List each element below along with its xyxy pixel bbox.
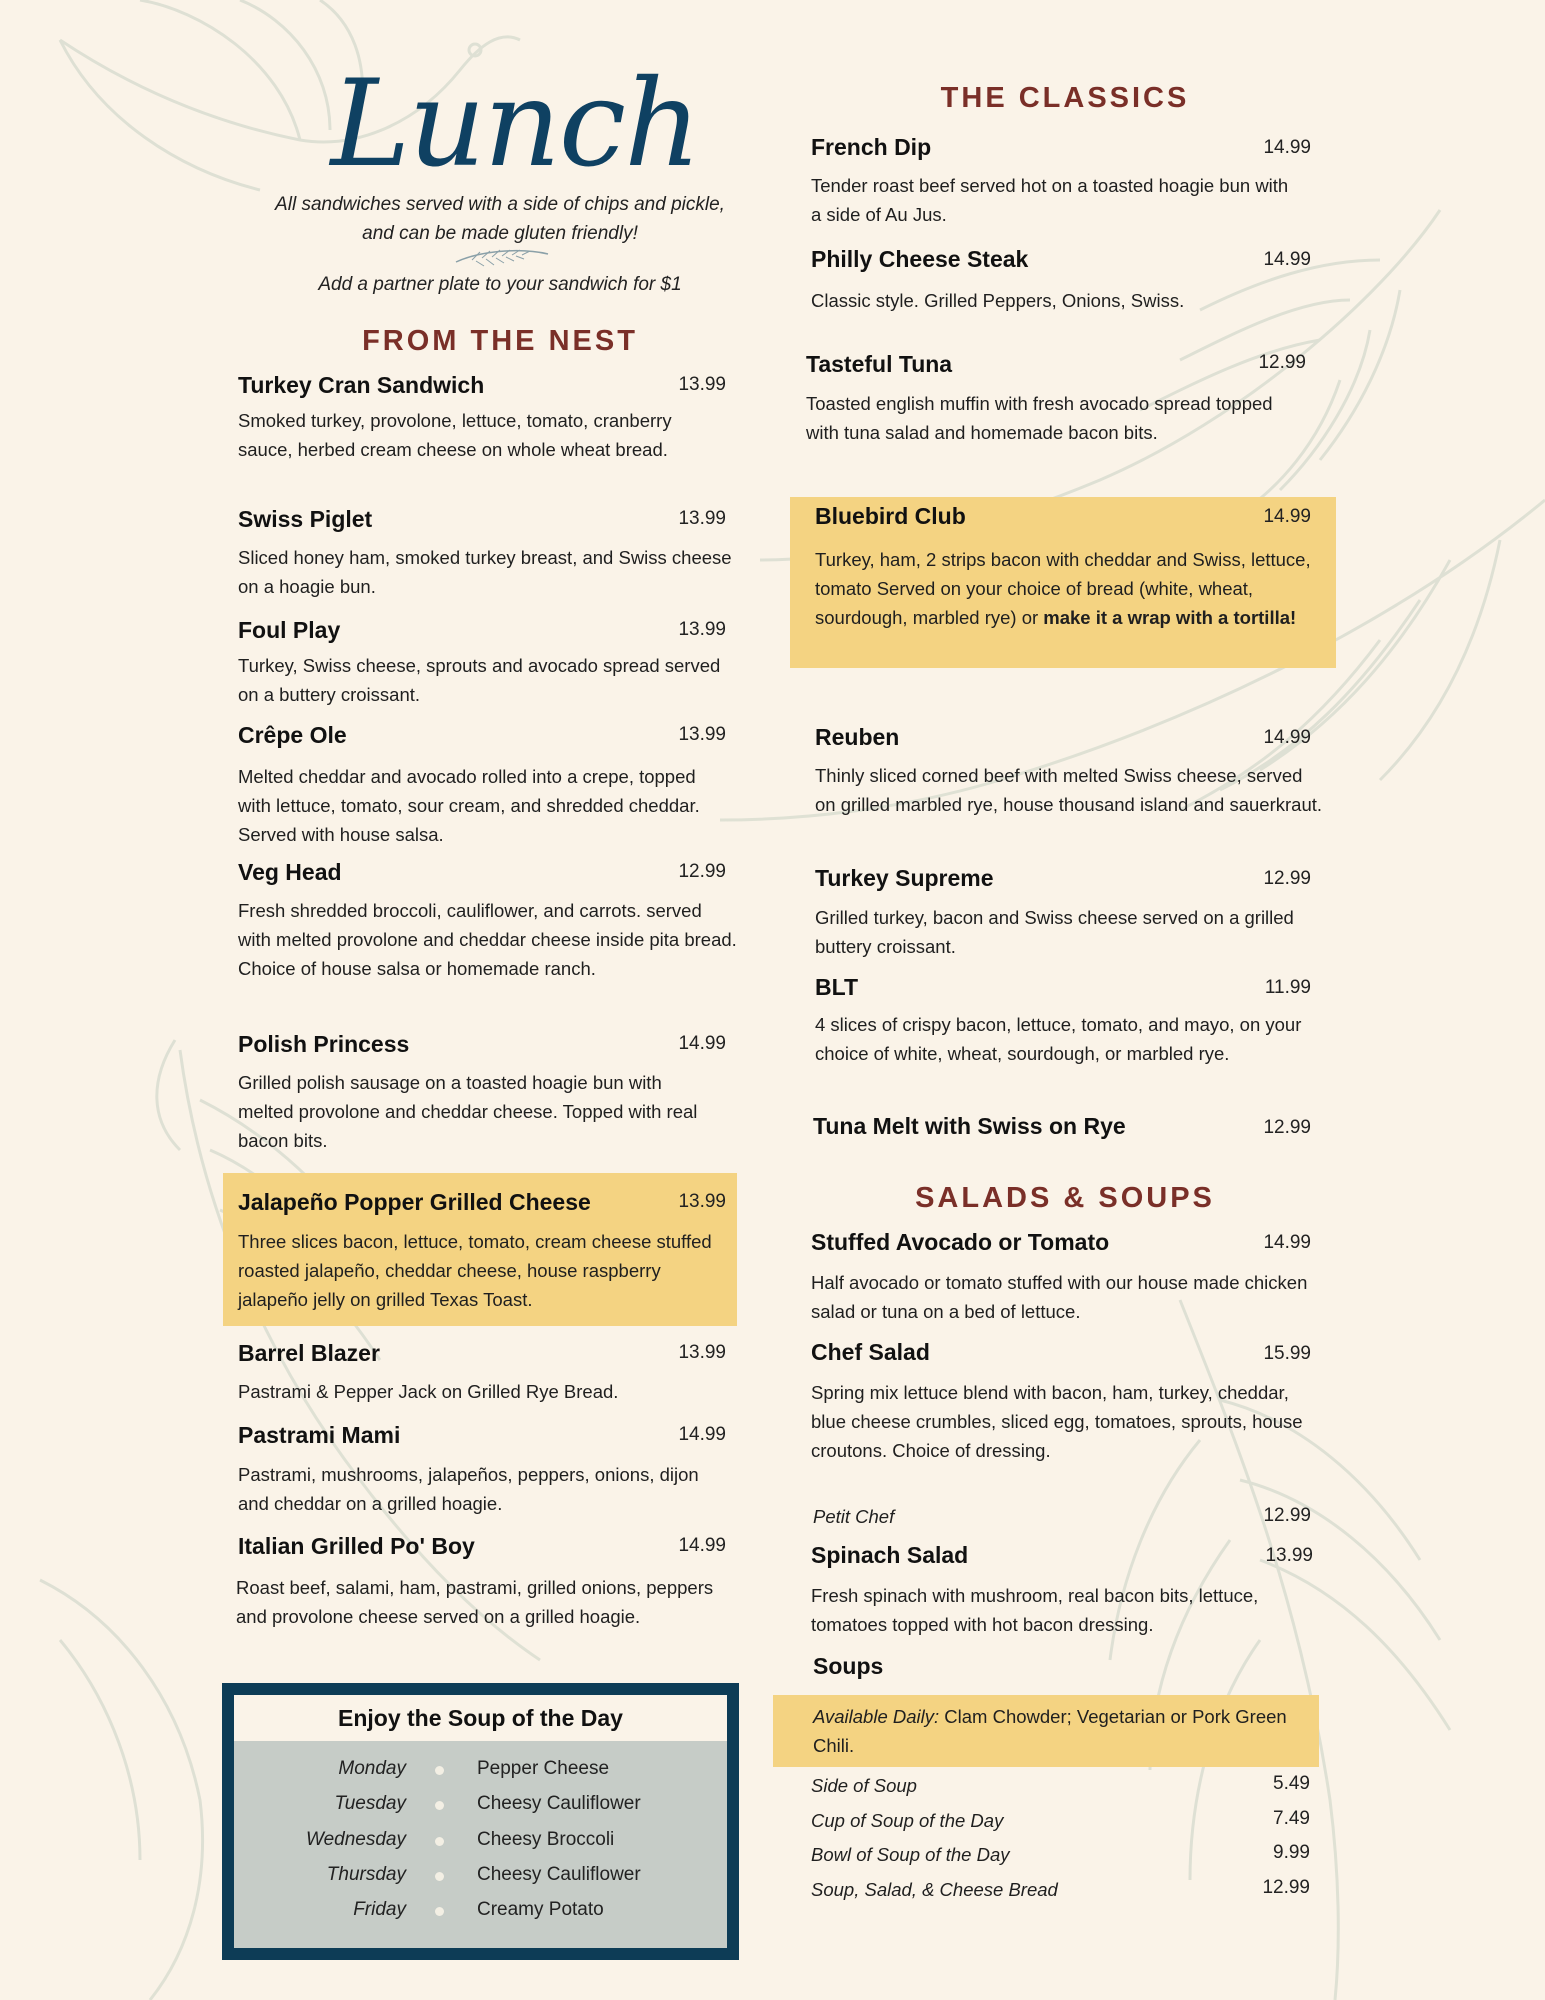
menu-item-price: 13.99 <box>678 724 726 745</box>
menu-item-name: Foul Play <box>238 617 341 643</box>
soup-size-name: Cup of Soup of the Day <box>811 1810 1004 1831</box>
soup-size-name: Bowl of Soup of the Day <box>811 1844 1010 1865</box>
soups-heading: Soups <box>813 1653 884 1679</box>
menu-item-name: BLT <box>815 974 859 1000</box>
soup-size-name: Side of Soup <box>811 1775 917 1796</box>
menu-item-price: 12.99 <box>1263 868 1311 889</box>
menu-item-description: Three slices bacon, lettuce, tomato, cream cheese stuffed roasted jalapeño, cheddar cheese, house raspberry jalapeño jelly on grilled Texas Toast. <box>238 1231 712 1310</box>
menu-item-description: Roast beef, salami, ham, pastrami, grilled onions, peppers and provolone cheese served on a grilled hoagie. <box>236 1577 714 1627</box>
menu-item-price: 15.99 <box>1263 1343 1311 1364</box>
menu-item-description <box>815 545 1325 632</box>
menu-item-name: Swiss Piglet <box>238 506 373 532</box>
wrap-option-text: make it a wrap with a tortilla! <box>1043 607 1297 628</box>
available-daily-text: Clam Chowder; Vegetarian or Pork Green Chili. <box>813 1706 1287 1756</box>
menu-item-name: Stuffed Avocado or Tomato <box>811 1229 1110 1255</box>
menu-item-description: Half avocado or tomato stuffed with our house made chicken salad or tuna on a bed of lettuce. <box>811 1272 1308 1322</box>
soup-name: Cheesy Broccoli <box>477 1829 615 1850</box>
soup-name: Pepper Cheese <box>477 1758 610 1779</box>
menu-item-name: Spinach Salad <box>811 1542 969 1568</box>
menu-item-price: 13.99 <box>678 508 726 529</box>
menu-item-price: 14.99 <box>1263 137 1311 158</box>
soup-name: Cheesy Cauliflower <box>477 1864 641 1885</box>
available-daily-label: Available Daily: <box>813 1706 940 1727</box>
menu-item-description: Tender roast beef served hot on a toasted hoagie bun with a side of Au Jus. <box>811 175 1289 225</box>
bullet-dot-icon <box>435 1766 444 1775</box>
soup-size-price: 5.49 <box>1273 1773 1310 1794</box>
intro-line-2: and can be made gluten friendly! <box>362 223 638 244</box>
menu-item-description: Pastrami, mushrooms, jalapeños, peppers, onions, dijon and cheddar on a grilled hoagie. <box>238 1464 699 1514</box>
available-daily-note <box>813 1702 1303 1760</box>
menu-item-name: Chef Salad <box>811 1339 930 1365</box>
bullet-dot-icon <box>435 1907 444 1916</box>
section-heading-the-classics: THE CLASSICS <box>940 82 1190 114</box>
menu-item-price: 14.99 <box>1263 727 1311 748</box>
menu-item-price: 13.99 <box>678 1342 726 1363</box>
menu-item-name: Italian Grilled Po' Boy <box>238 1533 475 1559</box>
bullet-dot-icon <box>435 1872 444 1881</box>
soup-day: Friday <box>353 1899 406 1920</box>
soup-day: Monday <box>338 1758 406 1779</box>
soup-day: Thursday <box>326 1864 406 1885</box>
menu-item-description: Turkey, Swiss cheese, sprouts and avocado spread served on a buttery croissant. <box>238 655 721 705</box>
menu-item-name: Polish Princess <box>238 1031 410 1057</box>
soup-day: Tuesday <box>334 1793 406 1814</box>
menu-item-name: Tasteful Tuna <box>806 351 953 377</box>
menu-item-name: Turkey Cran Sandwich <box>238 372 485 398</box>
intro-line-1: All sandwiches served with a side of chips and pickle, <box>275 194 725 215</box>
menu-item-description: Thinly sliced corned beef with melted Swiss cheese, served on grilled marbled rye, house thousand island and sauerkraut. <box>815 765 1323 815</box>
menu-item-price: 14.99 <box>678 1535 726 1556</box>
soup-day: Wednesday <box>306 1829 406 1850</box>
menu-item-price: 14.99 <box>1263 506 1311 527</box>
menu-item-description: 4 slices of crispy bacon, lettuce, tomato, and mayo, on your choice of white, wheat, sourdough, or marbled rye. <box>815 1014 1302 1064</box>
menu-item-price: 12.99 <box>1263 1117 1311 1138</box>
menu-item-price: 12.99 <box>678 861 726 882</box>
soup-of-the-day-heading: Enjoy the Soup of the Day <box>234 1695 727 1741</box>
menu-item-description-text: Turkey, ham, 2 strips bacon with cheddar and Swiss, lettuce, tomato Served on your choice of bread (white, wheat, sourdough, marbled rye) or <box>815 549 1311 628</box>
menu-item-description: Toasted english muffin with fresh avocado spread topped with tuna salad and homemade bacon bits. <box>806 393 1273 443</box>
menu-item-price: 14.99 <box>1263 249 1311 270</box>
menu-item-name: Reuben <box>815 724 900 750</box>
soup-of-the-day-box <box>222 1683 739 1960</box>
partner-plate-note: Add a partner plate to your sandwich for $1 <box>318 274 682 295</box>
menu-item-price: 13.99 <box>678 374 726 395</box>
soup-size-name: Soup, Salad, & Cheese Bread <box>811 1879 1058 1900</box>
menu-item-name: Turkey Supreme <box>815 865 994 891</box>
menu-item-price: 14.99 <box>1263 1232 1311 1253</box>
feather-divider-icon <box>452 246 552 270</box>
menu-item-price: 14.99 <box>678 1033 726 1054</box>
menu-item-description: Pastrami & Pepper Jack on Grilled Rye Bread. <box>238 1381 619 1402</box>
soup-size-price: 12.99 <box>1262 1877 1310 1898</box>
menu-item-description: Grilled turkey, bacon and Swiss cheese served on a grilled buttery croissant. <box>815 907 1294 957</box>
menu-item-description: Spring mix lettuce blend with bacon, ham, turkey, cheddar, blue cheese crumbles, sliced egg, tomatoes, sprouts, house croutons. Choice of dressing. <box>811 1382 1303 1461</box>
soup-size-price: 7.49 <box>1273 1808 1310 1829</box>
menu-item-description: Melted cheddar and avocado rolled into a crepe, topped with lettuce, tomato, sour cream, and shredded cheddar. Served with house salsa. <box>238 766 700 845</box>
menu-item-price: 13.99 <box>678 1191 726 1212</box>
menu-item-name: Tuna Melt with Swiss on Rye <box>813 1113 1126 1139</box>
menu-item-description: Fresh spinach with mushroom, real bacon bits, lettuce, tomatoes topped with hot bacon dressing. <box>811 1585 1259 1635</box>
menu-item-price: 12.99 <box>1263 1505 1311 1526</box>
page-title: Lunch <box>330 55 700 194</box>
menu-item-price: 13.99 <box>1265 1545 1313 1566</box>
menu-item-name: Jalapeño Popper Grilled Cheese <box>238 1189 591 1215</box>
menu-item-name: Philly Cheese Steak <box>811 246 1029 272</box>
soup-size-price: 9.99 <box>1273 1842 1310 1863</box>
menu-item-description: Sliced honey ham, smoked turkey breast, and Swiss cheese on a hoagie bun. <box>238 547 732 597</box>
menu-item-name: Petit Chef <box>813 1506 895 1527</box>
menu-item-name: Crêpe Ole <box>238 722 347 748</box>
menu-item-name: Pastrami Mami <box>238 1422 401 1448</box>
section-heading-from-the-nest: FROM THE NEST <box>362 325 638 357</box>
soup-name: Creamy Potato <box>477 1899 604 1920</box>
menu-item-price: 12.99 <box>1258 352 1306 373</box>
menu-item-price: 13.99 <box>678 619 726 640</box>
section-heading-salads-soups: SALADS & SOUPS <box>915 1182 1215 1214</box>
soup-name: Cheesy Cauliflower <box>477 1793 641 1814</box>
menu-item-name: Barrel Blazer <box>238 1340 380 1366</box>
menu-item-description: Fresh shredded broccoli, cauliflower, and carrots. served with melted provolone and cheddar cheese inside pita bread. Choice of house salsa or homemade ranch. <box>238 900 737 979</box>
menu-item-description: Smoked turkey, provolone, lettuce, tomato, cranberry sauce, herbed cream cheese on whole wheat bread. <box>238 410 672 460</box>
menu-item-name: Veg Head <box>238 859 342 885</box>
bullet-dot-icon <box>435 1801 444 1810</box>
menu-item-price: 11.99 <box>1264 977 1311 998</box>
menu-item-name: French Dip <box>811 134 932 160</box>
menu-item-description: Classic style. Grilled Peppers, Onions, Swiss. <box>811 290 1185 311</box>
menu-item-name: Bluebird Club <box>815 503 966 529</box>
menu-item-price: 14.99 <box>678 1424 726 1445</box>
bullet-dot-icon <box>435 1837 444 1846</box>
menu-item-description: Grilled polish sausage on a toasted hoagie bun with melted provolone and cheddar cheese. Topped with real bacon bits. <box>238 1072 698 1151</box>
